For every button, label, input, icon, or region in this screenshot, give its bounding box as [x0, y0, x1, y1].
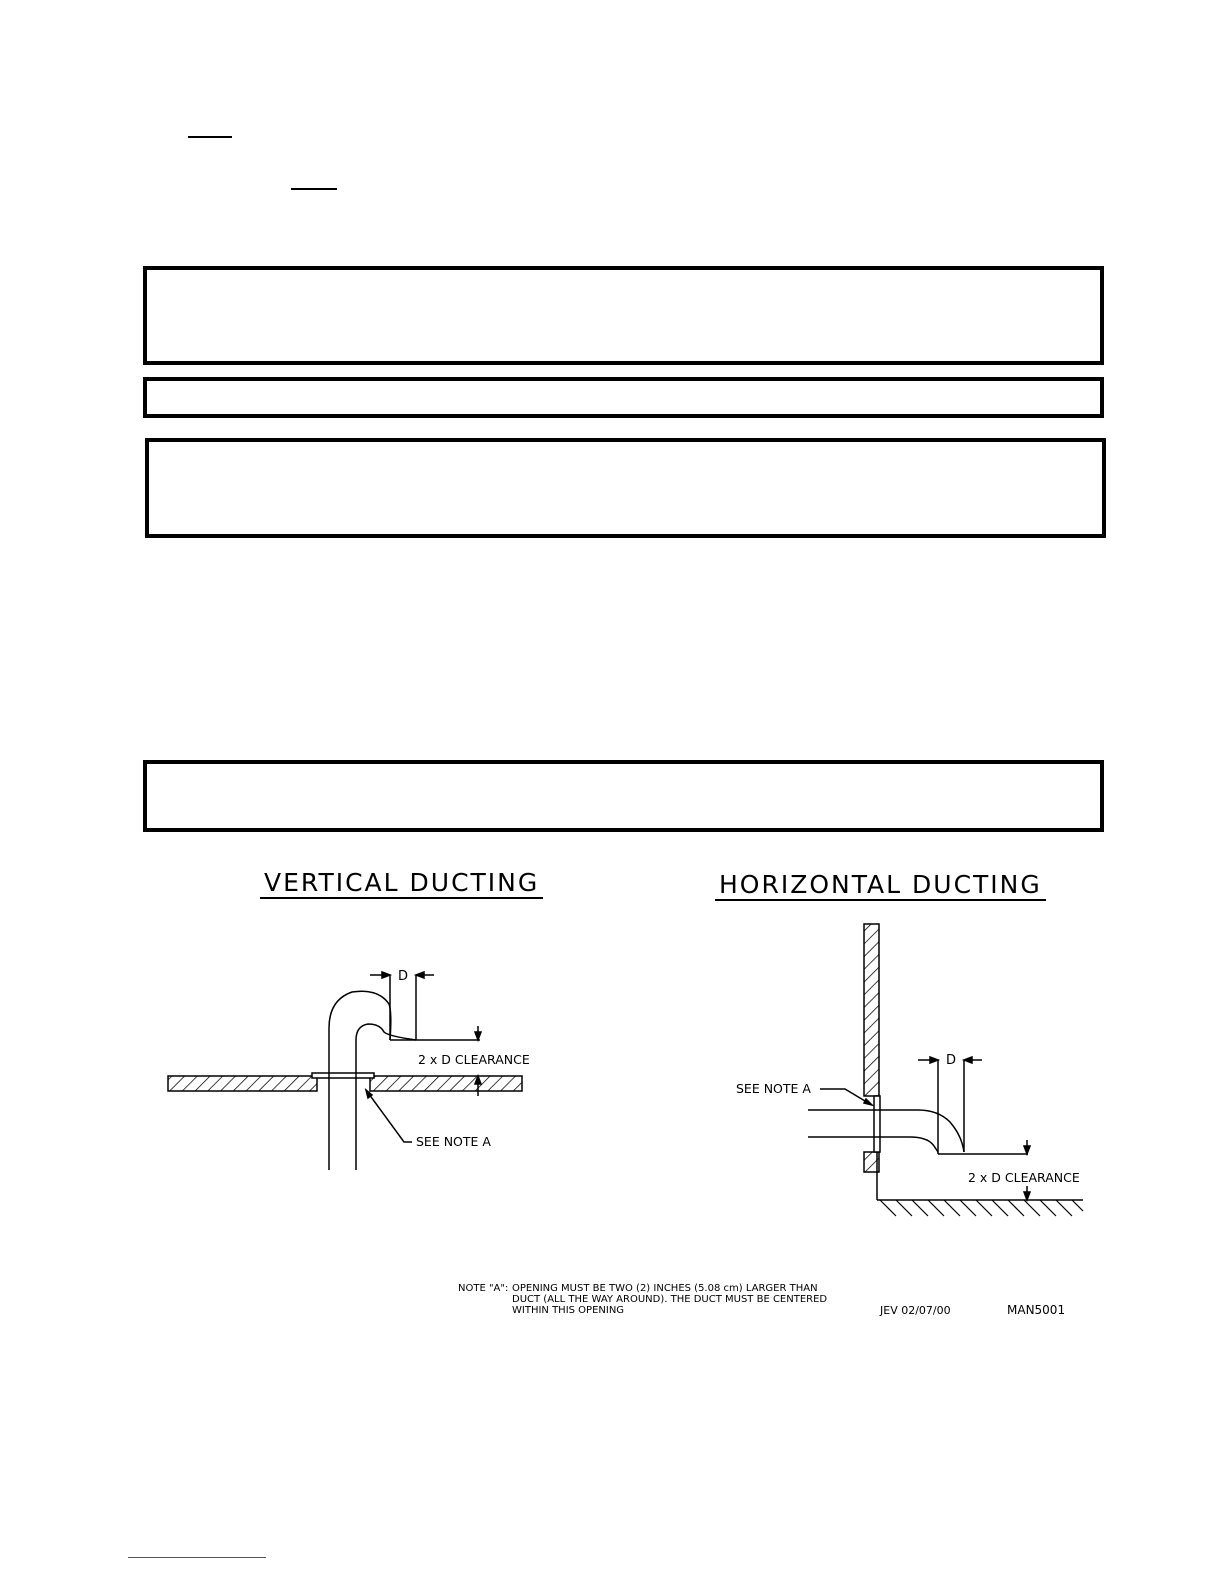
horizontal-dim-d-label: D [946, 1053, 957, 1068]
wall-upper [864, 924, 879, 1096]
author-date: JEV 02/07/00 [880, 1304, 951, 1317]
collar-plate [312, 1073, 374, 1078]
note-a-label: NOTE "A": [458, 1283, 509, 1294]
horizontal-ducting-title: HORIZONTAL DUCTING [715, 872, 1046, 901]
floor-slab-right [370, 1076, 522, 1091]
note-a-line-1: OPENING MUST BE TWO (2) INCHES (5.08 cm) LARGER THAN [512, 1283, 818, 1294]
drawing-id: MAN5001 [1007, 1303, 1066, 1317]
footnote-separator [128, 1557, 266, 1558]
vertical-clearance-label: 2 x D CLEARANCE [418, 1052, 530, 1067]
note-a-line-3: WITHIN THIS OPENING [512, 1305, 625, 1316]
vertical-see-note-label: SEE NOTE A [416, 1134, 491, 1149]
vertical-dim-d-label: D [398, 969, 409, 984]
duct-bottom-wall [808, 1137, 938, 1152]
wall-collar-plate [874, 1096, 880, 1152]
note-a-line-2: DUCT (ALL THE WAY AROUND). THE DUCT MUST BE CENTERED [512, 1294, 828, 1305]
floor-hatch [880, 1200, 1083, 1216]
floor-slab-left [168, 1076, 317, 1091]
horizontal-see-note-label: SEE NOTE A [736, 1081, 811, 1096]
duct-top-wall [808, 1110, 964, 1152]
duct-inner-wall [356, 1024, 416, 1170]
horizontal-clearance-label: 2 x D CLEARANCE [968, 1170, 1080, 1185]
vertical-ducting-title: VERTICAL DUCTING [260, 870, 543, 899]
